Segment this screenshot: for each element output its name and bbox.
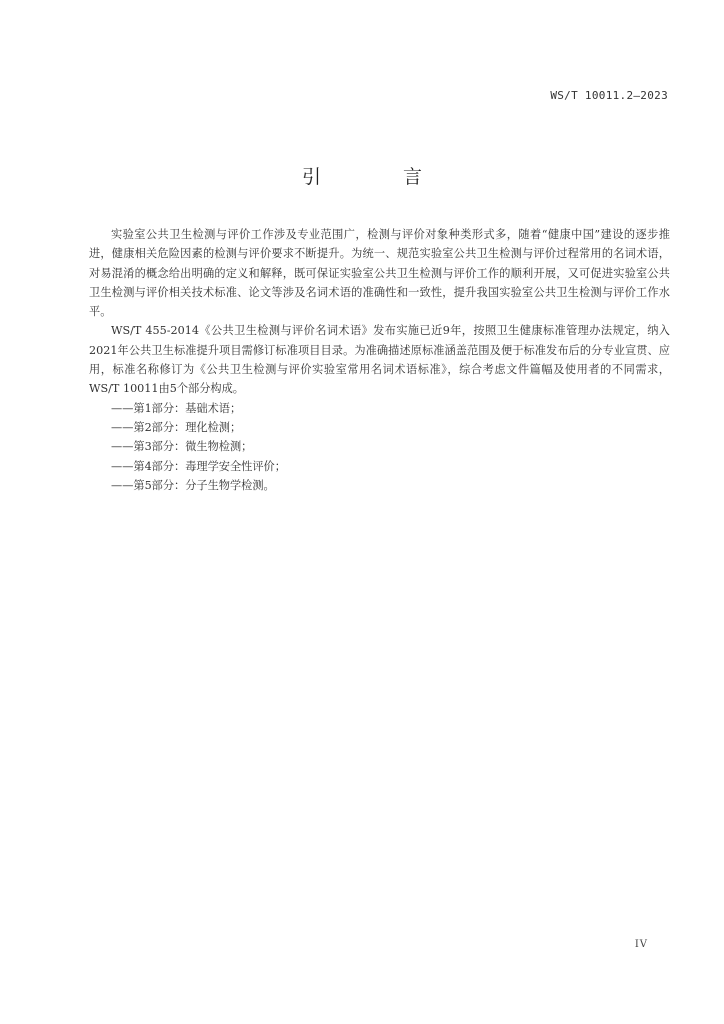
list-item: ——第1部分：基础术语； — [111, 401, 242, 415]
paragraph-1: 实验室公共卫生检测与评价工作涉及专业范围广，检测与评价对象种类形式多，随着“健康中国”建设的逐步推进，健康相关危险因素的检测与评价要求不断提升。为统一、规范实验室公共卫生检测与评价过程常用的名词术语，对易混淆的概念给出明确的定义和解释，既可保证实验室公共卫生检测与评价工作的顺利开展，又可促进实验室公共卫生检测与评价相关技术标准、论文等涉及名词术语的准确性和一致性，提升我国实验室公共卫生检测与评价工作水平。 — [89, 228, 670, 319]
introduction-body — [89, 225, 670, 495]
paragraph-2: WS/T 455-2014《公共卫生检测与评价名词术语》发布实施已近9年，按照卫生健康标准管理办法规定，纳入2021年公共卫生标准提升项目需修订标准项目目录。为准确描述原标准涵盖范围及便于标准发布后的分专业宣贯、应用，标准名称修订为《公共卫生检测与评价实验室常用名词术语标准》，综合考虑文件篇幅及使用者的不同需求，WS/T 10011由5个部分构成。 — [89, 324, 670, 396]
list-item: ——第4部分：毒理学安全性评价； — [111, 459, 286, 473]
page-title: 引 言 — [301, 166, 461, 188]
standard-code: WS/T 10011.2—2023 — [550, 89, 668, 102]
parts-list — [89, 399, 670, 495]
list-item: ——第5部分：分子生物学检测。 — [111, 478, 275, 492]
list-item: ——第2部分：理化检测； — [111, 420, 242, 434]
list-item: ——第3部分：微生物检测； — [111, 440, 253, 454]
page-number: IV — [634, 939, 648, 950]
